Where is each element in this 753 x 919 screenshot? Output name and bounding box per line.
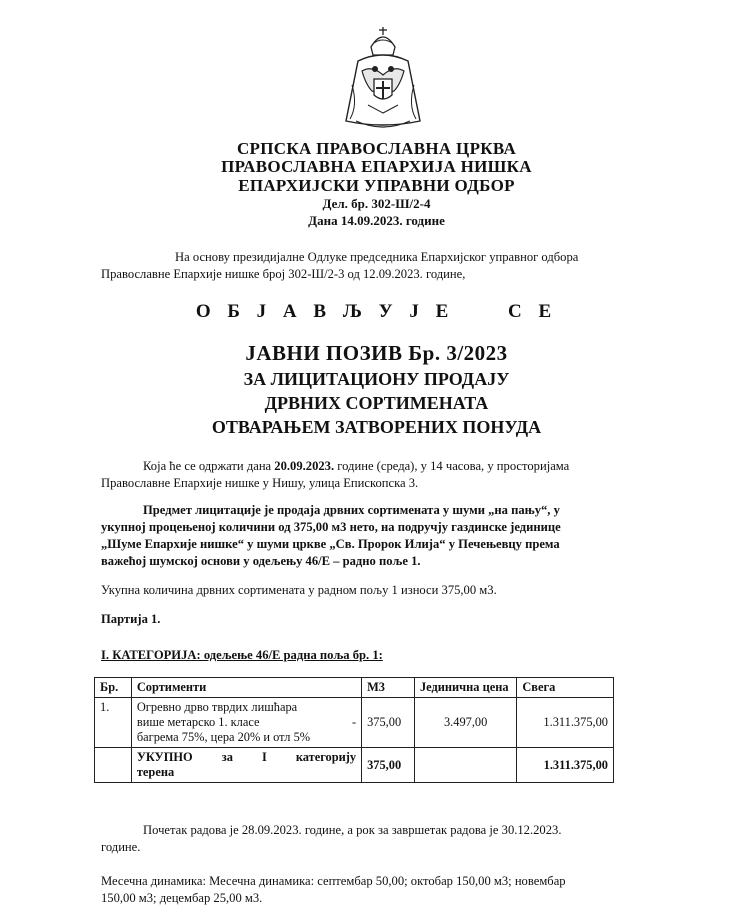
works-line-1: Почетак радова је 28.09.2023. године, а рок за завршетак радова је 30.12.2023. xyxy=(143,823,562,837)
intro-line-1: На основу президијалне Одлуке председника Епархијског управног одбора xyxy=(175,250,579,264)
auction-time-pre: Која ће се одржати дана xyxy=(143,459,275,473)
assortment-line-2: више метарско 1. класе xyxy=(136,715,260,729)
th-unit-price: Јединична цена xyxy=(414,678,516,698)
auction-date: 20.09.2023. xyxy=(274,459,335,473)
call-subtitle-1: ЗА ЛИЦИТАЦИОНУ ПРОДАЈУ xyxy=(243,369,510,389)
cell-total-label xyxy=(131,748,361,783)
th-m3: М3 xyxy=(362,678,415,698)
th-no: Бр. xyxy=(95,678,132,698)
cell-m3: 375,00 xyxy=(362,698,415,748)
cell-no: 1. xyxy=(95,698,132,748)
cell-assortment xyxy=(131,698,361,748)
subject-line-3: „Шуме Епархије нишке“ у шуми цркве „Св. Пророк Илија“ у Печењевцу према xyxy=(101,537,560,551)
timber-table xyxy=(94,677,614,783)
announce-heading: О Б Ј А В Љ У Ј Е С Е xyxy=(195,301,558,322)
table-header-row xyxy=(95,678,614,698)
call-subtitle-2: ДРВНИХ СОРТИМЕНАТА xyxy=(264,393,489,413)
category-heading: I. КАТЕГОРИЈА: одељење 46/Е радна поља бр. 1: xyxy=(101,648,383,662)
cell-total-sum: 1.311.375,00 xyxy=(517,748,614,783)
table-total-row xyxy=(95,748,614,783)
call-title: ЈАВНИ ПОЗИВ Бр. 3/2023 xyxy=(245,341,508,365)
subject-line-4: важећој шумској основи у одељењу 46/Е – радно поље 1. xyxy=(101,554,421,568)
th-assortment: Сортименти xyxy=(131,678,361,698)
total-label-line-1: УКУПНО за I категорију xyxy=(136,750,357,764)
lot-heading: Партија 1. xyxy=(101,612,161,626)
cell-total-no xyxy=(95,748,132,783)
dynamics-line-1: Месечна динамика: Месечна динамика: септембар 50,00; октобар 150,00 м3; новембар xyxy=(101,874,566,888)
total-quantity: Укупна количина дрвних сортимената у радном пољу 1 износи 375,00 м3. xyxy=(101,583,497,597)
reference-number: Дел. бр. 302-Ш/2-4 xyxy=(322,196,431,211)
assortment-dash: - xyxy=(351,715,357,729)
auction-time-post: године (среда), у 14 часова, у просторијама xyxy=(334,459,570,473)
assortment-line-2-wrap xyxy=(137,715,356,730)
assortment-line-1: Огревно дрво тврдих лишћара xyxy=(136,700,298,714)
header-line-2: ПРАВОСЛАВНА ЕПАРХИЈА НИШКА xyxy=(221,157,532,176)
subject-line-2: укупној процењеној количини од 375,00 м3 нето, на подручју газдинске јединице xyxy=(101,520,561,534)
auction-place: Православне Епархије нишке у Нишу, улица Епископска 3. xyxy=(101,476,419,490)
total-label-line-2: терена xyxy=(136,765,175,779)
cell-total-unit-price xyxy=(414,748,516,783)
header-line-3: ЕПАРХИЈСКИ УПРАВНИ ОДБОР xyxy=(238,176,515,195)
document-date: Дана 14.09.2023. године xyxy=(308,213,445,228)
cell-unit-price: 3.497,00 xyxy=(414,698,516,748)
cell-total-m3: 375,00 xyxy=(362,748,415,783)
call-subtitle-3: ОТВАРАЊЕМ ЗАТВОРЕНИХ ПОНУДА xyxy=(211,417,542,437)
th-total: Свега xyxy=(517,678,614,698)
auction-time xyxy=(143,458,673,475)
works-line-2: године. xyxy=(101,840,141,854)
dynamics-line-2: 150,00 м3; децембар 25,00 м3. xyxy=(101,891,263,905)
subject-line-1: Предмет лицитације је продаја дрвних сортимената у шуми „на пању“, у xyxy=(143,503,560,517)
header-line-1: СРПСКА ПРАВОСЛАВНА ЦРКВА xyxy=(236,139,517,158)
cell-total: 1.311.375,00 xyxy=(517,698,614,748)
assortment-line-3: багрема 75%, цера 20% и отл 5% xyxy=(136,730,311,744)
table-row xyxy=(95,698,614,748)
intro-line-2: Православне Епархије нишке број 302-Ш/2-3 од 12.09.2023. године, xyxy=(101,267,466,281)
church-coat-of-arms-icon xyxy=(338,25,428,133)
